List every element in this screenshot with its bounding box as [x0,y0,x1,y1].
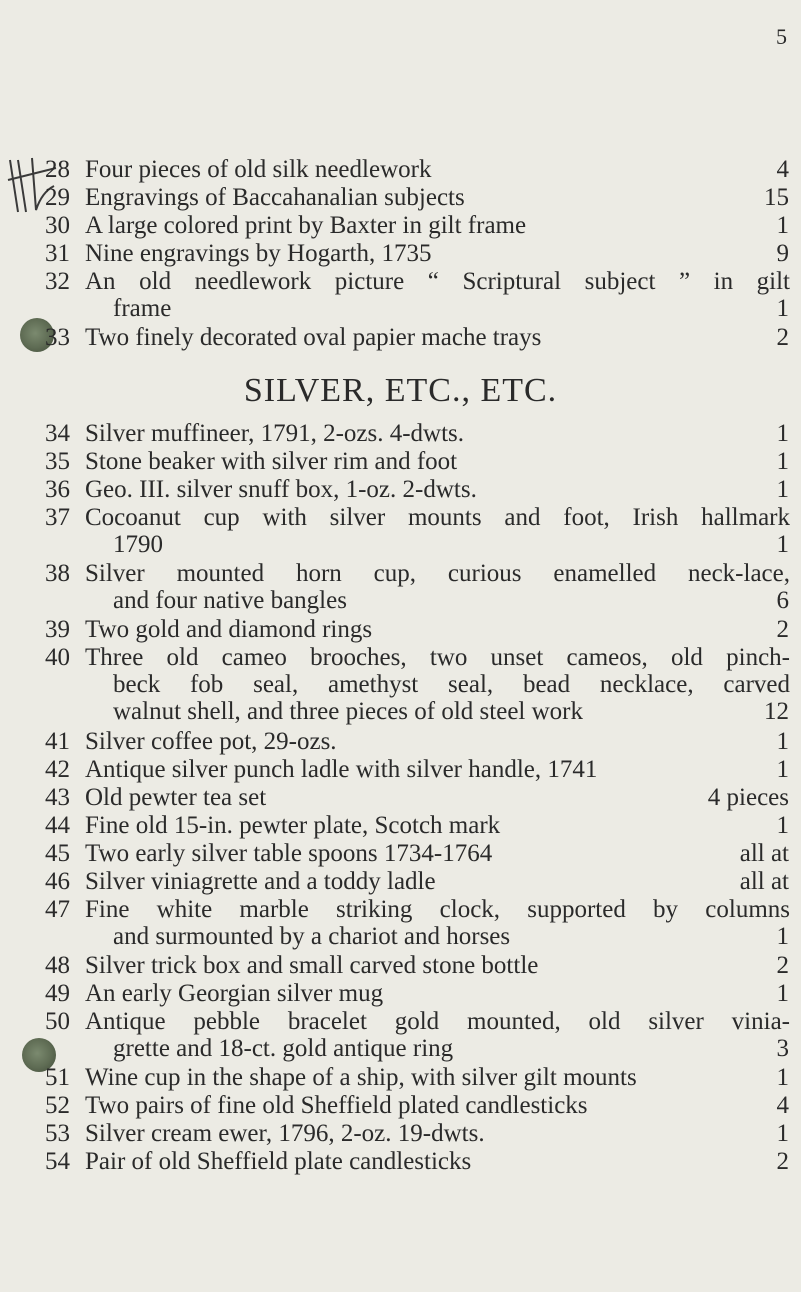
lot-description: Two early silver table spoons 1734-1764 [85,840,493,867]
lot-quantity: 15 [764,184,789,211]
lot-number: 52 [45,1092,70,1119]
lot-description: A large colored print by Baxter in gilt frame [85,212,527,239]
lot-description: Antique silver punch ladle with silver handle, 1741 [85,756,598,783]
lot-description: Four pieces of old silk needlework [85,156,432,183]
lot-description: Geo. III. silver snuff box, 1-oz. 2-dwts. [85,476,477,503]
lot-description: Silver trick box and small carved stone bottle [85,952,539,979]
lot-description: Stone beaker with silver rim and foot [85,448,458,475]
lot-quantity: 1 [776,1120,789,1147]
lot-quantity: 1 [776,923,789,950]
lot-quantity: 2 [776,1148,789,1175]
lot-description: Nine engravings by Hogarth, 1735 [85,240,432,267]
lot-description: Two finely decorated oval papier mache trays [85,324,542,351]
lot-description: An early Georgian silver mug [85,980,384,1007]
lot-number: 51 [45,1064,70,1091]
lot-number: 53 [45,1120,70,1147]
lot-number: 33 [45,324,70,351]
lot-quantity: all at [739,868,789,895]
lot-number: 44 [45,812,70,839]
lot-description-line: Antique pebble bracelet gold mounted, old silver vinia- [85,1008,790,1035]
lot-number: 38 [45,560,70,587]
lot-quantity: 1 [776,1064,789,1091]
lot-quantity: 4 [776,1092,789,1119]
lot-description-line: 1790 [113,531,163,558]
lot-number: 34 [45,420,70,447]
lot-description-line: and four native bangles [113,587,347,614]
lot-number: 47 [45,896,70,923]
lot-number: 43 [45,784,70,811]
lot-description-line: Cocoanut cup with silver mounts and foot, Irish hallmark [85,504,790,531]
lot-description-line: walnut shell, and three pieces of old steel work [113,698,583,725]
lot-number: 36 [45,476,70,503]
lot-number: 28 [45,156,70,183]
lot-quantity: 9 [776,240,789,267]
lot-number: 29 [45,184,70,211]
lot-description [85,560,790,614]
lot-description: Silver coffee pot, 29-ozs. [85,728,337,755]
lot-description: Pair of old Sheffield plate candlesticks [85,1148,472,1175]
lot-description: Silver viniagrette and a toddy ladle [85,868,436,895]
lot-number: 42 [45,756,70,783]
lot-description-line: Fine white marble striking clock, supported by columns [85,896,790,923]
lot-description: Silver cream ewer, 1796, 2-oz. 19-dwts. [85,1120,485,1147]
lot-quantity: 1 [776,295,789,322]
lot-quantity: 12 [764,698,789,725]
lot-number: 54 [45,1148,70,1175]
lot-description: Silver muffineer, 1791, 2-ozs. 4-dwts. [85,420,465,447]
lot-number: 30 [45,212,70,239]
lot-quantity: 6 [776,587,789,614]
lot-quantity: 1 [776,420,789,447]
lot-description: Old pewter tea set [85,784,267,811]
lot-description: Wine cup in the shape of a ship, with silver gilt mounts [85,1064,637,1091]
lot-description [85,504,790,558]
lot-number: 39 [45,616,70,643]
section-heading: SILVER, ETC., ETC. [243,372,558,409]
lot-description: Fine old 15-in. pewter plate, Scotch mark [85,812,501,839]
lot-number: 37 [45,504,70,531]
lot-quantity: 3 [776,1035,789,1062]
lot-number: 45 [45,840,70,867]
lot-description: Engravings of Baccahanalian subjects [85,184,465,211]
lot-quantity: 4 [776,156,789,183]
lot-quantity: 2 [776,324,789,351]
lot-number: 50 [45,1008,70,1035]
lot-description-line: Silver mounted horn cup, curious enamelled neck-lace, [85,560,790,587]
page-number: 5 [776,24,787,49]
lot-description-line: An old needlework picture “ Scriptural subject ” in gilt [85,268,790,295]
lot-description [85,644,790,725]
lot-quantity: 4 pieces [707,784,789,811]
lot-quantity: 2 [776,952,789,979]
lot-description [85,268,790,322]
lot-quantity: 1 [776,980,789,1007]
lot-number: 35 [45,448,70,475]
lot-description-line: grette and 18-ct. gold antique ring [113,1035,454,1062]
lot-description: Two pairs of fine old Sheffield plated candlesticks [85,1092,588,1119]
lot-description: Two gold and diamond rings [85,616,373,643]
lot-quantity: 1 [776,212,789,239]
lot-description [85,1008,790,1062]
lot-description-line: and surmounted by a chariot and horses [113,923,511,950]
lot-number: 40 [45,644,70,671]
lot-number: 41 [45,728,70,755]
lot-quantity: 2 [776,616,789,643]
lot-quantity: 1 [776,812,789,839]
lot-number: 48 [45,952,70,979]
lot-quantity: 1 [776,756,789,783]
lot-description-line: Three old cameo brooches, two unset cameos, old pinch- [85,644,790,671]
lot-number: 46 [45,868,70,895]
lot-quantity: 1 [776,728,789,755]
lot-quantity: all at [739,840,789,867]
lot-description [85,896,790,950]
lot-description-line: frame [113,295,172,322]
lot-quantity: 1 [776,531,789,558]
lot-number: 49 [45,980,70,1007]
lot-number: 32 [45,268,70,295]
lot-number: 31 [45,240,70,267]
lot-quantity: 1 [776,448,789,475]
lot-description-line: beck fob seal, amethyst seal, bead necklace, carved [113,671,790,698]
lot-quantity: 1 [776,476,789,503]
